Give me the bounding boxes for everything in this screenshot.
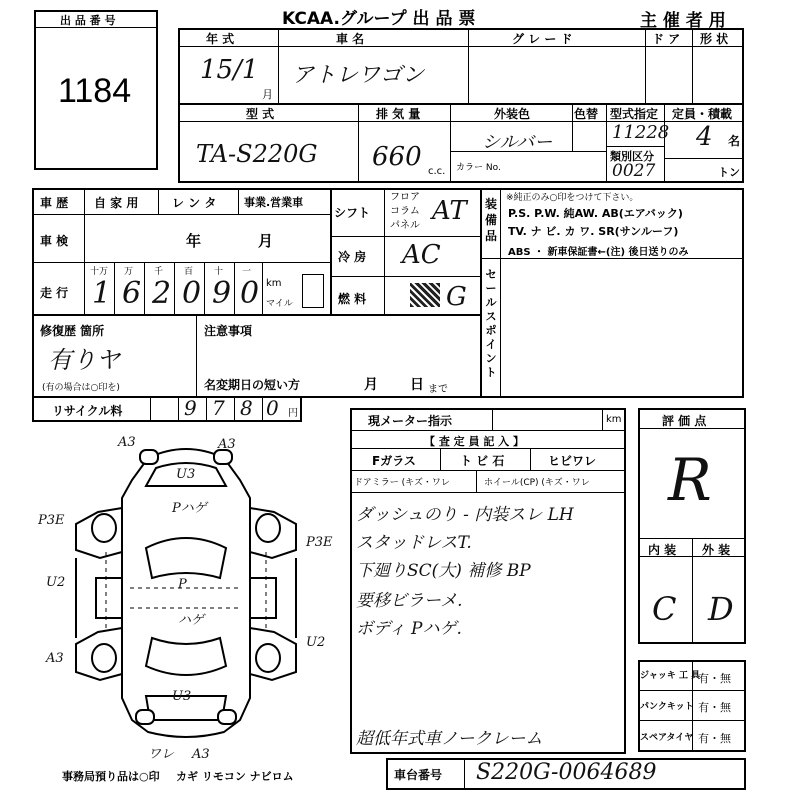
year-value: 15/1 <box>200 55 259 85</box>
mileage-unit-100k: 十万 <box>90 267 109 277</box>
jack-label: ジャッキ 工 具 <box>640 671 701 681</box>
organizer-label: 主 催 者 用 <box>640 11 726 31</box>
chassis-number-label: 車台番号 <box>394 768 443 782</box>
exterior-label: 外 装 <box>702 543 731 557</box>
interior-score: C <box>652 590 677 628</box>
mileage-unit-10k: 万 <box>124 267 134 277</box>
km-label: km <box>266 278 282 289</box>
chassis-number-value: S220G-0064689 <box>476 760 657 785</box>
damage-mark-hood: Pハゲ <box>172 501 207 516</box>
capacity-value: 4 <box>696 122 713 152</box>
mileage-digit-3: 2 <box>152 276 172 311</box>
damage-mark-rear-right: A3 <box>192 747 210 762</box>
damage-mark-left-door: P3E <box>38 513 65 528</box>
transfer-until: まで <box>428 384 448 395</box>
mileage-unit-1: 一 <box>242 267 252 277</box>
damage-mark-rear-bumper: U3 <box>172 689 192 704</box>
wheel-label: ホイール(CP) (キズ・ワレ <box>484 478 590 488</box>
capacity-unit: 名 <box>728 134 741 148</box>
repair-value: 有りヤ <box>48 346 120 374</box>
spare-tire-label: スペアタイヤ <box>640 733 694 743</box>
mileage-unit-10: 十 <box>214 267 224 277</box>
damage-mark-left-rear-door: U2 <box>46 575 66 590</box>
fuel-label: 燃 料 <box>338 292 367 306</box>
inspection-note-5: ボディ Pハゲ. <box>356 619 462 639</box>
transfer-date-label: 名変期日の短い方 <box>204 378 301 392</box>
ac-label: 冷 房 <box>338 250 367 264</box>
equipment-line-2: TV. ナ ビ. カ ワ. SR(サンルーフ) <box>508 225 679 238</box>
model-label: 型 式 <box>246 107 275 121</box>
meter-label: 現メーター指示 <box>368 414 453 428</box>
mileage-unit-100: 百 <box>184 267 194 277</box>
damage-mark-rear-glass: ワレ <box>148 747 175 762</box>
repair-note: (有の場合は○印を) <box>42 383 120 393</box>
mileage-digit-5: 9 <box>212 276 232 311</box>
equipment-line-1: P.S. P.W. 純AW. AB(エアバック) <box>508 207 683 220</box>
recycle-digit-3: 8 <box>240 396 253 420</box>
type-designation-value: 11228 <box>612 122 670 143</box>
mile-checkbox <box>302 274 324 308</box>
spare-tire-value: 有・無 <box>698 732 731 745</box>
damage-mark-right-quarter: U2 <box>306 635 326 650</box>
mile-label: マイル <box>266 299 293 309</box>
office-keep-items: カギ リモコン ナビロム <box>176 770 294 783</box>
mileage-label: 走 行 <box>40 286 69 300</box>
repair-label: 修復歴 箇所 <box>40 324 105 338</box>
inspection-note-8: 超低年式車ノークレーム <box>356 729 543 749</box>
mileage-digit-4: 0 <box>182 276 202 311</box>
displacement-label: 排 気 量 <box>376 107 421 121</box>
recycle-digit-4: 0 <box>266 396 279 420</box>
shift-floor: フロア <box>390 192 420 203</box>
color-no-label: カラー No. <box>456 163 501 173</box>
color-value: シルバー <box>482 132 553 153</box>
recycle-fee-label: リサイクル料 <box>52 404 123 418</box>
sales-point-label: セールスポイント <box>485 268 497 379</box>
inspector-header: 【 査 定 員 記 入 】 <box>424 435 524 448</box>
damage-mark-roof-hage: ハゲ <box>178 613 205 628</box>
history-label: 車 歴 <box>40 196 69 210</box>
fuel-crossout-mark <box>410 283 440 307</box>
ton-unit: トン <box>718 166 740 179</box>
shift-panel: パネル <box>390 220 420 231</box>
history-private: 自 家 用 <box>94 196 139 210</box>
damage-mark-front-right: A3 <box>218 437 236 452</box>
lot-number: 1184 <box>58 72 132 110</box>
chip-label: ト ビ 石 <box>460 454 505 468</box>
shift-value: AT <box>432 196 467 226</box>
damage-mark-roof-p: P <box>178 577 187 592</box>
year-unit: 月 <box>262 88 273 101</box>
type-designation-label: 型式指定 <box>610 107 659 121</box>
doors-label: ド ア <box>652 32 681 46</box>
shift-column: コラム <box>390 206 420 217</box>
history-rental: レ ン タ <box>172 196 217 210</box>
puncture-kit-label: パンクキット <box>640 702 694 712</box>
equipment-line-3: ABS ・ 新車保証書←(注) 後日送りのみ <box>508 247 689 258</box>
mileage-unit-1k: 千 <box>154 267 164 277</box>
sheet-title: KCAA.グループ 出 品 票 <box>282 9 476 29</box>
mileage-digit-1: 1 <box>92 276 112 311</box>
mirror-label: ドアミラー (キズ・ワレ <box>354 478 450 488</box>
recycle-digit-1: 9 <box>184 396 197 420</box>
recycle-fee-unit: 円 <box>288 408 298 419</box>
capacity-label: 定員・積載 <box>672 107 733 121</box>
interior-label: 内 装 <box>648 543 677 557</box>
evaluation-score: R <box>668 446 712 514</box>
mileage-digit-6: 0 <box>240 276 260 311</box>
jack-value: 有・無 <box>698 672 731 685</box>
displacement-unit: c.c. <box>428 166 446 177</box>
category-value: 0027 <box>612 161 656 181</box>
office-keep-label: 事務局預り品は○印 <box>62 770 160 783</box>
inspection-note-4: 要移ビラーメ. <box>356 591 463 611</box>
front-glass-label: Fガラス <box>372 454 416 468</box>
grade-label: グ レ ー ド <box>512 32 573 46</box>
car-damage-diagram <box>36 428 336 768</box>
history-commercial: 事業.営業車 <box>244 196 304 209</box>
lot-number-label: 出 品 番 号 <box>60 14 116 27</box>
recycle-digit-2: 7 <box>212 396 225 420</box>
inspection-note-2: スタッドレスT. <box>356 533 472 553</box>
name-label: 車 名 <box>336 32 365 46</box>
fuel-value: G <box>446 282 467 312</box>
body-label: 形 状 <box>700 32 729 46</box>
damage-mark-bumper: U3 <box>176 467 196 482</box>
displacement-value: 660 <box>372 142 422 172</box>
category-label: 類別区分 <box>610 150 654 163</box>
ac-value: AC <box>402 240 441 270</box>
transfer-month: 月 <box>364 377 378 393</box>
equipment-note: ※純正のみ○印をつけて下さい。 <box>506 193 639 203</box>
inspection-label: 車 検 <box>40 234 69 248</box>
evaluation-label: 評 価 点 <box>662 414 707 428</box>
mileage-digit-2: 6 <box>122 276 142 311</box>
puncture-kit-value: 有・無 <box>698 701 731 714</box>
equipment-label: 装備品 <box>484 197 497 243</box>
exterior-score: D <box>708 590 734 628</box>
damage-mark-left-quarter: A3 <box>46 651 64 666</box>
crack-label: ヒビワレ <box>548 454 597 468</box>
transfer-day: 日 <box>410 377 424 393</box>
shift-label: シフト <box>334 206 371 220</box>
damage-mark-right-door: P3E <box>306 535 333 550</box>
color-label: 外装色 <box>494 107 531 121</box>
model-value: TA-S220G <box>196 140 318 168</box>
inspection-year: 年 <box>186 232 202 250</box>
remarks-label: 注意事項 <box>204 324 253 338</box>
year-label: 年 式 <box>206 32 235 46</box>
inspection-month: 月 <box>258 232 274 250</box>
inspection-note-1: ダッシュのり - 内装スレ LH <box>356 505 574 525</box>
car-name-value: アトレワゴン <box>292 63 425 88</box>
meter-unit: km <box>606 414 622 425</box>
damage-mark-front-left: A3 <box>118 435 136 450</box>
inspection-note-3: 下廻りSC(大) 補修 BP <box>356 561 531 581</box>
color-change-label: 色替 <box>574 107 599 121</box>
